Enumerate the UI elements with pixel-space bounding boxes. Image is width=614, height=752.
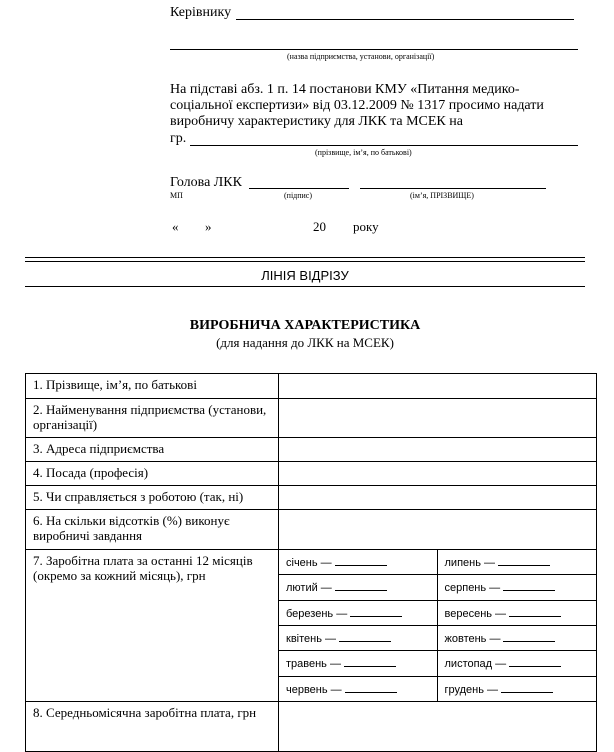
date-open-quote: « [172, 219, 179, 234]
month-label: червень — [286, 683, 342, 696]
addressee-field[interactable] [236, 19, 574, 20]
month-label: листопад — [444, 658, 507, 671]
monthly-salary-grid [279, 550, 597, 702]
month-blank [498, 555, 550, 566]
form-subtitle: (для надання до ЛКК на МСЕК) [216, 335, 394, 350]
month-cell-january[interactable] [279, 550, 437, 575]
month-blank [345, 682, 397, 693]
month-cell-october[interactable] [437, 625, 596, 650]
months-table [279, 550, 596, 701]
month-blank [509, 606, 561, 617]
row-label-enterprise-name: 2. Найменування підприємства (установи, організації) [26, 399, 279, 438]
row-label-task-percent: 6. На скільки відсотків (%) виконує виробничі завдання [26, 510, 279, 550]
row-label-average-salary: 8. Середньомісячна заробітна плата, грн [26, 702, 279, 752]
month-blank [501, 682, 553, 693]
month-label: серпень — [444, 582, 501, 595]
table-row [26, 374, 597, 399]
date-close-quote: » [205, 219, 212, 234]
organization-caption: (назва підприємства, установи, організації) [287, 52, 435, 61]
month-blank [503, 580, 555, 591]
cut-line-label: ЛІНІЯ ВІДРІЗУ [261, 268, 349, 283]
month-cell-february[interactable] [279, 575, 437, 600]
month-cell-july[interactable] [437, 550, 596, 575]
form-title: ВИРОБНИЧА ХАРАКТЕРИСТИКА [189, 318, 421, 333]
organization-field[interactable] [170, 49, 578, 50]
request-text-line-1: На підставі абз. 1 п. 14 постанови КМУ «Питання медико- [170, 82, 520, 97]
date-year-suffix: року [353, 219, 379, 234]
stamp-caption: МП [170, 191, 183, 200]
month-cell-september[interactable] [437, 600, 596, 625]
request-text-line-3: виробничу характеристику для ЛКК та МСЕК на [170, 114, 463, 129]
row-value-enterprise-name[interactable] [279, 399, 597, 438]
addressee-label: Керівнику [170, 5, 232, 20]
month-blank [339, 631, 391, 642]
row-label-position: 4. Посада (професія) [26, 462, 279, 486]
month-cell-april[interactable] [279, 625, 437, 650]
table-row [26, 702, 597, 752]
row-value-task-percent[interactable] [279, 510, 597, 550]
table-row [26, 462, 597, 486]
row-label-work-coping: 5. Чи справляється з роботою (так, ні) [26, 486, 279, 510]
month-blank [509, 656, 561, 667]
row-label-monthly-salary: 7. Заробітна плата за останні 12 місяців (окремо за кожний місяць), грн [26, 550, 279, 702]
row-value-full-name[interactable] [279, 374, 597, 399]
month-label: жовтень — [444, 633, 501, 646]
month-label: січень — [286, 557, 332, 570]
month-blank [344, 656, 396, 667]
cut-line-top-rule-1 [25, 257, 585, 258]
month-blank [335, 580, 387, 591]
signature-caption: (підпис) [284, 191, 313, 200]
citizen-caption: (прізвище, ім’я, по батькові) [315, 148, 412, 157]
month-label: вересень — [444, 607, 507, 620]
month-blank [350, 606, 402, 617]
month-label: травень — [286, 658, 341, 671]
citizen-prefix: гр. [170, 131, 187, 146]
month-cell-june[interactable] [279, 676, 437, 701]
head-name-caption: (ім’я, ПРІЗВИЩЕ) [410, 191, 474, 200]
month-label: грудень — [444, 683, 499, 696]
request-text-line-2: соціальної експертизи» від 03.12.2009 № 1317 просимо надати [170, 98, 544, 113]
month-label: лютий — [286, 582, 332, 595]
month-blank [503, 631, 555, 642]
month-cell-may[interactable] [279, 651, 437, 676]
cut-line-bottom-rule [25, 286, 585, 287]
month-label: березень — [286, 607, 348, 620]
month-cell-march[interactable] [279, 600, 437, 625]
row-value-work-coping[interactable] [279, 486, 597, 510]
month-label: липень — [444, 557, 495, 570]
row-label-full-name: 1. Прізвище, ім’я, по батькові [26, 374, 279, 399]
cut-line-top-rule-2 [25, 261, 585, 262]
table-row [26, 550, 597, 702]
citizen-name-field[interactable] [190, 145, 578, 146]
month-label: квітень — [286, 633, 336, 646]
row-value-average-salary[interactable] [279, 702, 597, 752]
table-row [26, 399, 597, 438]
table-row [26, 510, 597, 550]
head-label: Голова ЛКК [170, 175, 242, 190]
signature-field[interactable] [249, 188, 349, 189]
month-cell-december[interactable] [437, 676, 596, 701]
table-row [26, 438, 597, 462]
month-cell-november[interactable] [437, 651, 596, 676]
row-label-enterprise-address: 3. Адреса підприємства [26, 438, 279, 462]
row-value-position[interactable] [279, 462, 597, 486]
month-cell-august[interactable] [437, 575, 596, 600]
head-name-field[interactable] [360, 188, 546, 189]
table-row [26, 486, 597, 510]
row-value-enterprise-address[interactable] [279, 438, 597, 462]
date-year-prefix: 20 [313, 219, 326, 234]
month-blank [335, 555, 387, 566]
characteristic-table [25, 373, 597, 752]
